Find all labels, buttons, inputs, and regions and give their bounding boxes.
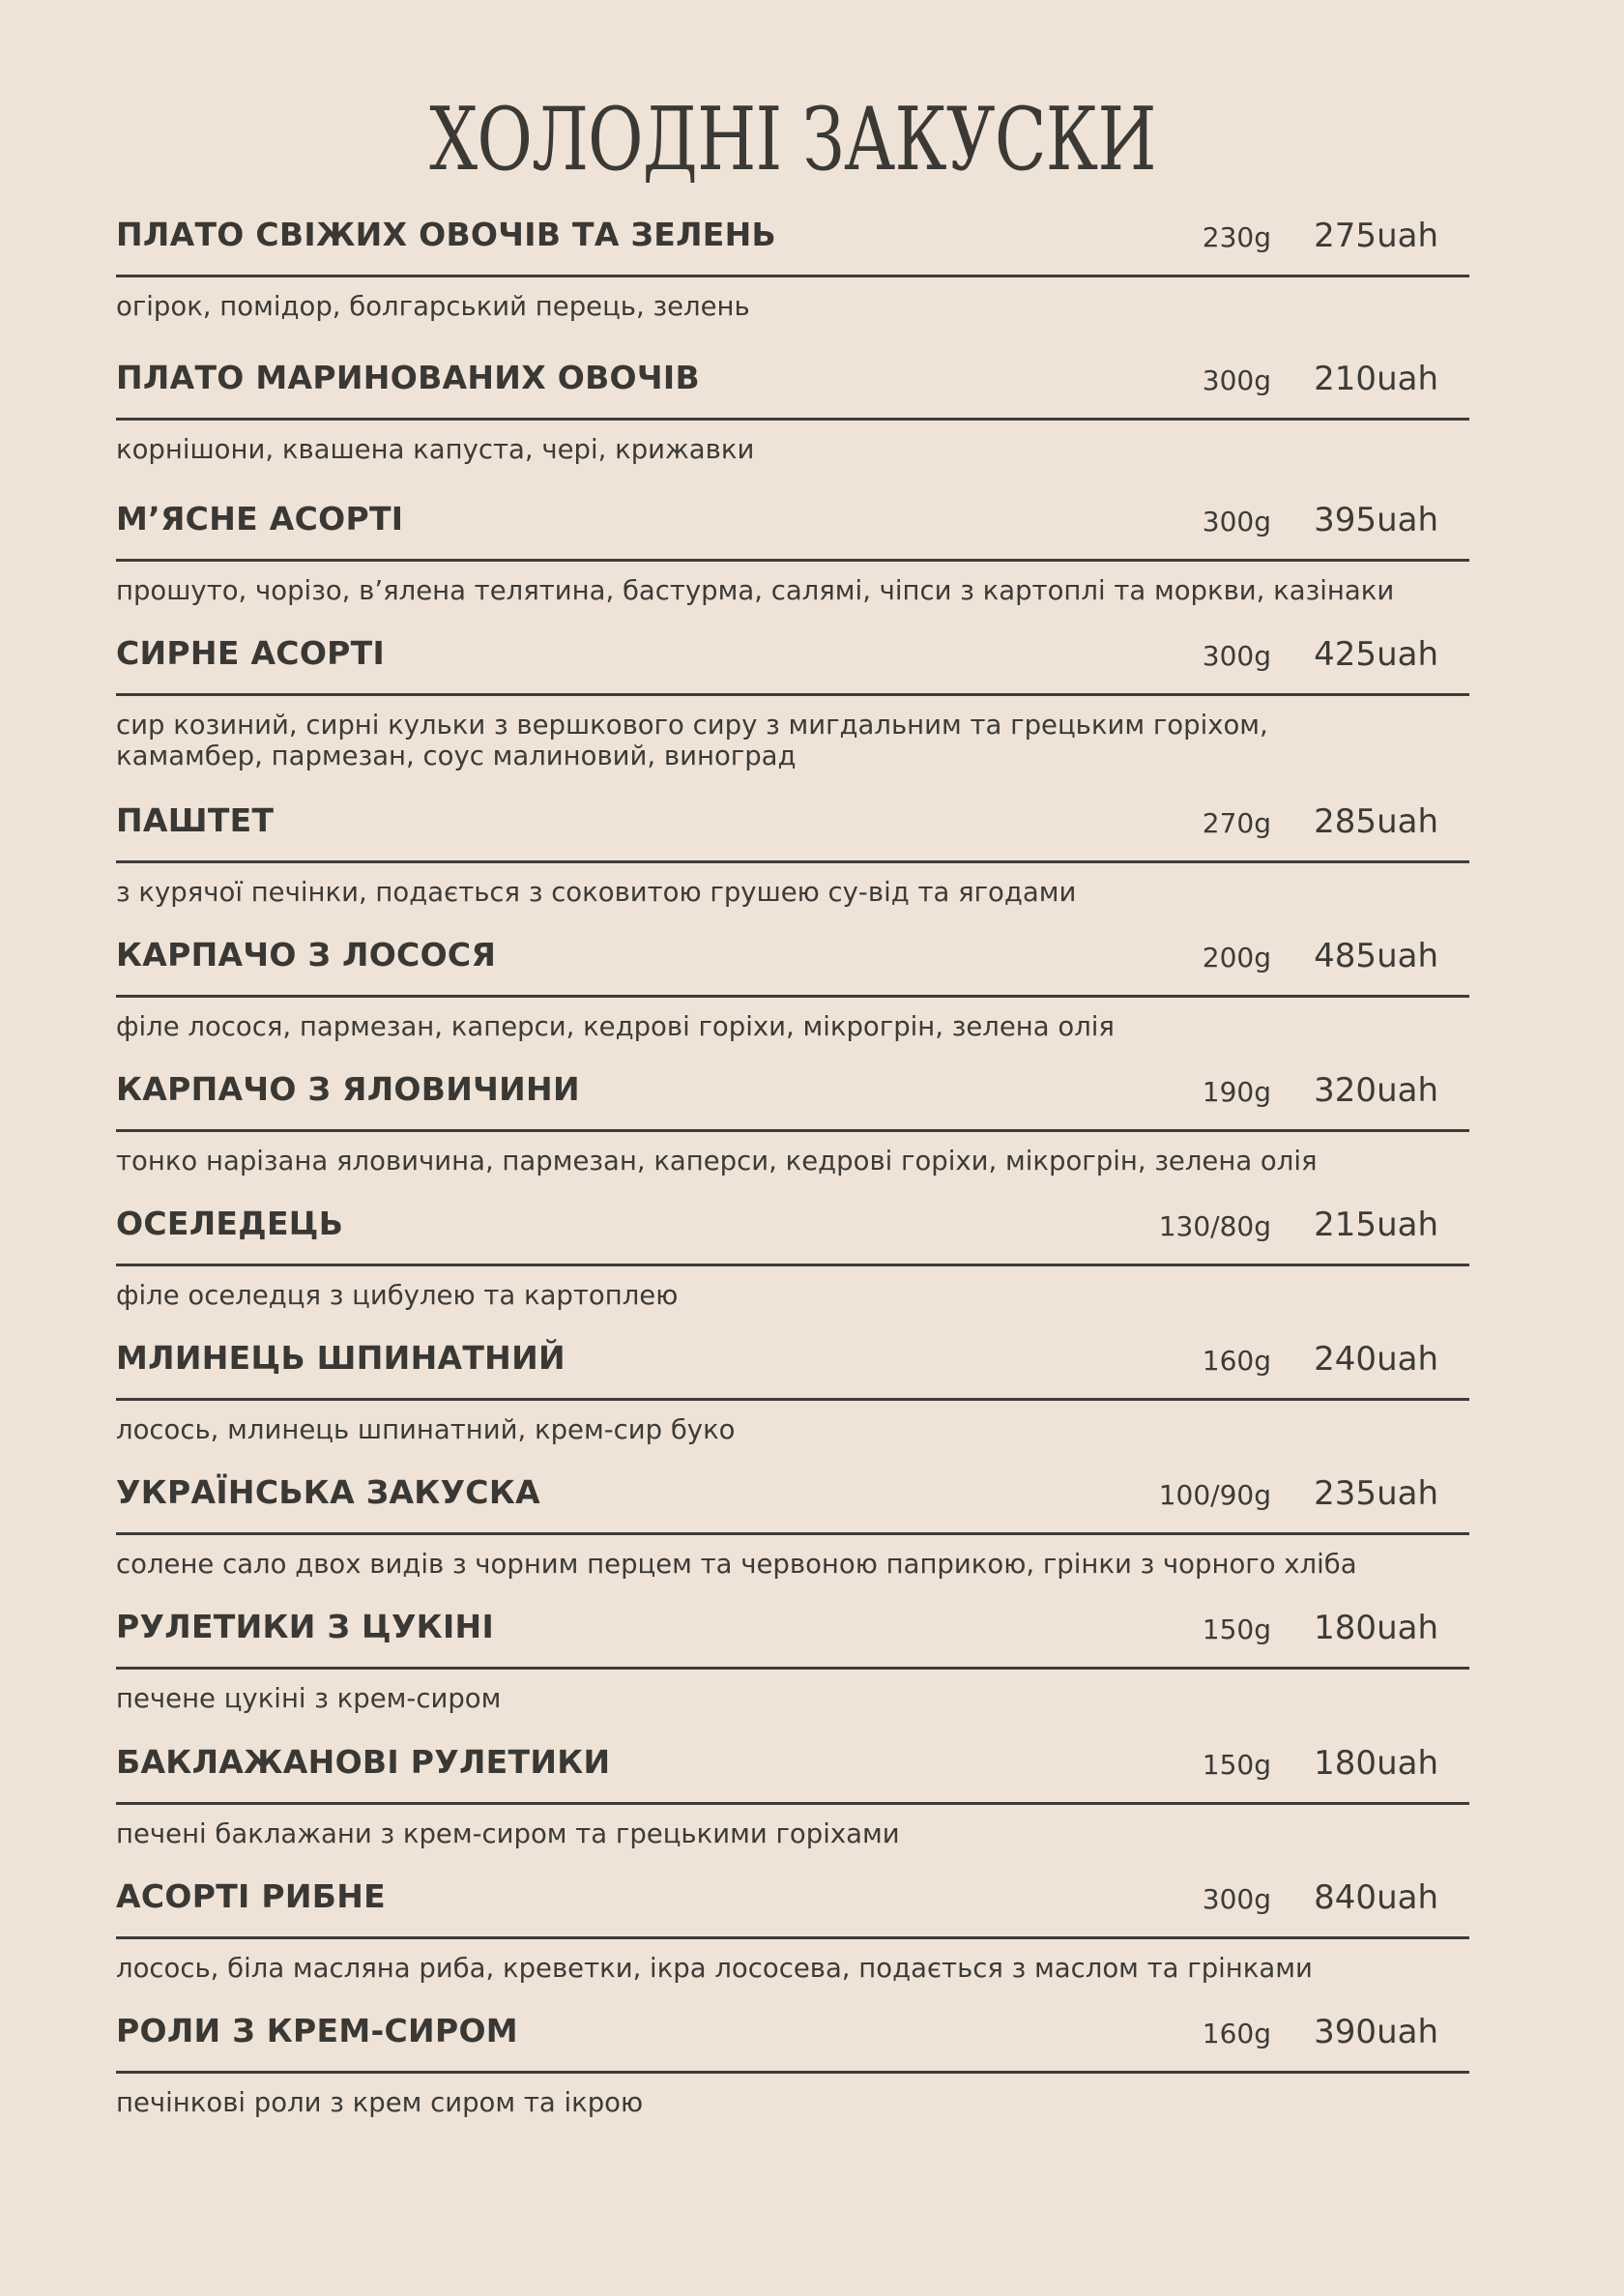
menu-item-header [116, 2007, 1469, 2071]
dish-price: 285uah [1314, 802, 1438, 841]
menu-item [116, 495, 1469, 629]
dish-weight: 160g [1202, 2018, 1271, 2049]
menu-item-header [116, 797, 1469, 860]
dish-name: УКРАЇНСЬКА ЗАКУСКА [116, 1473, 540, 1511]
dish-name: КАРПАЧО З ЯЛОВИЧИНИ [116, 1070, 580, 1108]
menu-item [116, 1468, 1469, 1603]
dish-price: 215uah [1314, 1206, 1438, 1244]
menu-item [116, 1603, 1469, 1738]
menu-item-header [116, 1603, 1469, 1667]
dish-description: філе лосося, пармезан, каперси, кедрові горіхи, мікрогрін, зелена олія [116, 1011, 1115, 1042]
dish-description: печене цукіні з крем-сиром [116, 1683, 502, 1714]
menu-item-header [116, 1065, 1469, 1129]
dish-description: з курячої печінки, подається з соковитою грушею су-від та ягодами [116, 877, 1077, 908]
menu-item [116, 629, 1469, 797]
dish-price: 485uah [1314, 937, 1438, 975]
dish-name: ПЛАТО МАРИНОВАНИХ ОВОЧІВ [116, 359, 700, 396]
menu-item [116, 2007, 1469, 2141]
dish-description: печені баклажани з крем-сиром та грецькими горіхами [116, 1818, 900, 1849]
dish-weight: 160g [1202, 1345, 1271, 1377]
dish-name: БАКЛАЖАНОВІ РУЛЕТИКИ [116, 1743, 611, 1781]
dish-weight: 300g [1202, 364, 1271, 396]
dish-name: ОСЕЛЕДЕЦЬ [116, 1205, 344, 1242]
dish-name: ПАШТЕТ [116, 801, 275, 839]
dish-weight: 150g [1202, 1613, 1271, 1645]
page-title: ХОЛОДНІ ЗАКУСКИ [429, 89, 1156, 190]
menu-item [116, 354, 1469, 495]
dish-name: РУЛЕТИКИ З ЦУКІНІ [116, 1608, 495, 1645]
dish-price: 180uah [1314, 1609, 1438, 1647]
dish-price: 240uah [1314, 1340, 1438, 1379]
dish-description: лосось, біла масляна риба, креветки, ікра лососева, подається з маслом та грінками [116, 1953, 1313, 1984]
menu-item [116, 1873, 1469, 2007]
dish-name: РОЛИ З КРЕМ-СИРОМ [116, 2012, 518, 2049]
dish-price: 390uah [1314, 2013, 1438, 2051]
menu-item-header [116, 354, 1469, 418]
dish-weight: 200g [1202, 942, 1271, 974]
dish-name: МЛИНЕЦЬ ШПИНАТНИЙ [116, 1339, 566, 1377]
menu-item [116, 1065, 1469, 1200]
dish-weight: 300g [1202, 640, 1271, 672]
menu-item-header [116, 931, 1469, 995]
dish-price: 320uah [1314, 1071, 1438, 1110]
menu-item-header [116, 1334, 1469, 1398]
dish-name: СИРНЕ АСОРТІ [116, 634, 386, 672]
dish-weight: 190g [1202, 1076, 1271, 1108]
menu-item-header [116, 629, 1469, 693]
dish-description: тонко нарізана яловичина, пармезан, каперси, кедрові горіхи, мікрогрін, зелена олія [116, 1146, 1318, 1177]
dish-price: 840uah [1314, 1878, 1438, 1917]
dish-weight: 230g [1202, 221, 1271, 253]
dish-price: 180uah [1314, 1744, 1438, 1783]
menu-item [116, 931, 1469, 1065]
menu-item [116, 797, 1469, 931]
menu-item [116, 1738, 1469, 1873]
dish-price: 235uah [1314, 1474, 1438, 1513]
menu-item [116, 1200, 1469, 1334]
dish-name: М’ЯСНЕ АСОРТІ [116, 500, 404, 538]
dish-name: АСОРТІ РИБНЕ [116, 1877, 386, 1915]
dish-price: 275uah [1314, 217, 1438, 255]
menu-item-header [116, 495, 1469, 559]
dish-description: корнішони, квашена капуста, чері, крижавки [116, 434, 755, 465]
menu-item-header [116, 1468, 1469, 1532]
dish-weight: 100/90g [1158, 1479, 1271, 1511]
dish-description: прошуто, чорізо, в’ялена телятина, бастурма, салямі, чіпси з картоплі та моркви, казінаки [116, 575, 1395, 606]
menu-list [116, 211, 1469, 2141]
dish-description: філе оселедця з цибулею та картоплею [116, 1280, 679, 1311]
dish-weight: 270g [1202, 807, 1271, 839]
menu-item-header [116, 1873, 1469, 1936]
dish-description: огірок, помідор, болгарський перець, зелень [116, 291, 750, 322]
dish-description: солене сало двох видів з чорним перцем та червоною паприкою, грінки з чорного хліба [116, 1549, 1357, 1580]
dish-price: 210uah [1314, 360, 1438, 398]
dish-weight: 300g [1202, 1883, 1271, 1915]
dish-price: 395uah [1314, 501, 1438, 539]
dish-price: 425uah [1314, 635, 1438, 674]
dish-weight: 150g [1202, 1749, 1271, 1781]
dish-name: ПЛАТО СВІЖИХ ОВОЧІВ ТА ЗЕЛЕНЬ [116, 216, 777, 253]
dish-description: сир козиний, сирні кульки з вершкового сиру з мигдальним та грецьким горіхом, камамбер, пармезан, соус малиновий, виноград [116, 710, 1268, 771]
dish-name: КАРПАЧО З ЛОСОСЯ [116, 936, 497, 974]
menu-item [116, 1334, 1469, 1468]
dish-weight: 130/80g [1158, 1210, 1271, 1242]
dish-description: печінкові роли з крем сиром та ікрою [116, 2087, 644, 2118]
menu-item [116, 211, 1469, 354]
dish-description: лосось, млинець шпинатний, крем-сир буко [116, 1414, 736, 1445]
menu-item-header [116, 211, 1469, 275]
menu-item-header [116, 1200, 1469, 1264]
dish-weight: 300g [1202, 506, 1271, 538]
menu-item-header [116, 1738, 1469, 1802]
